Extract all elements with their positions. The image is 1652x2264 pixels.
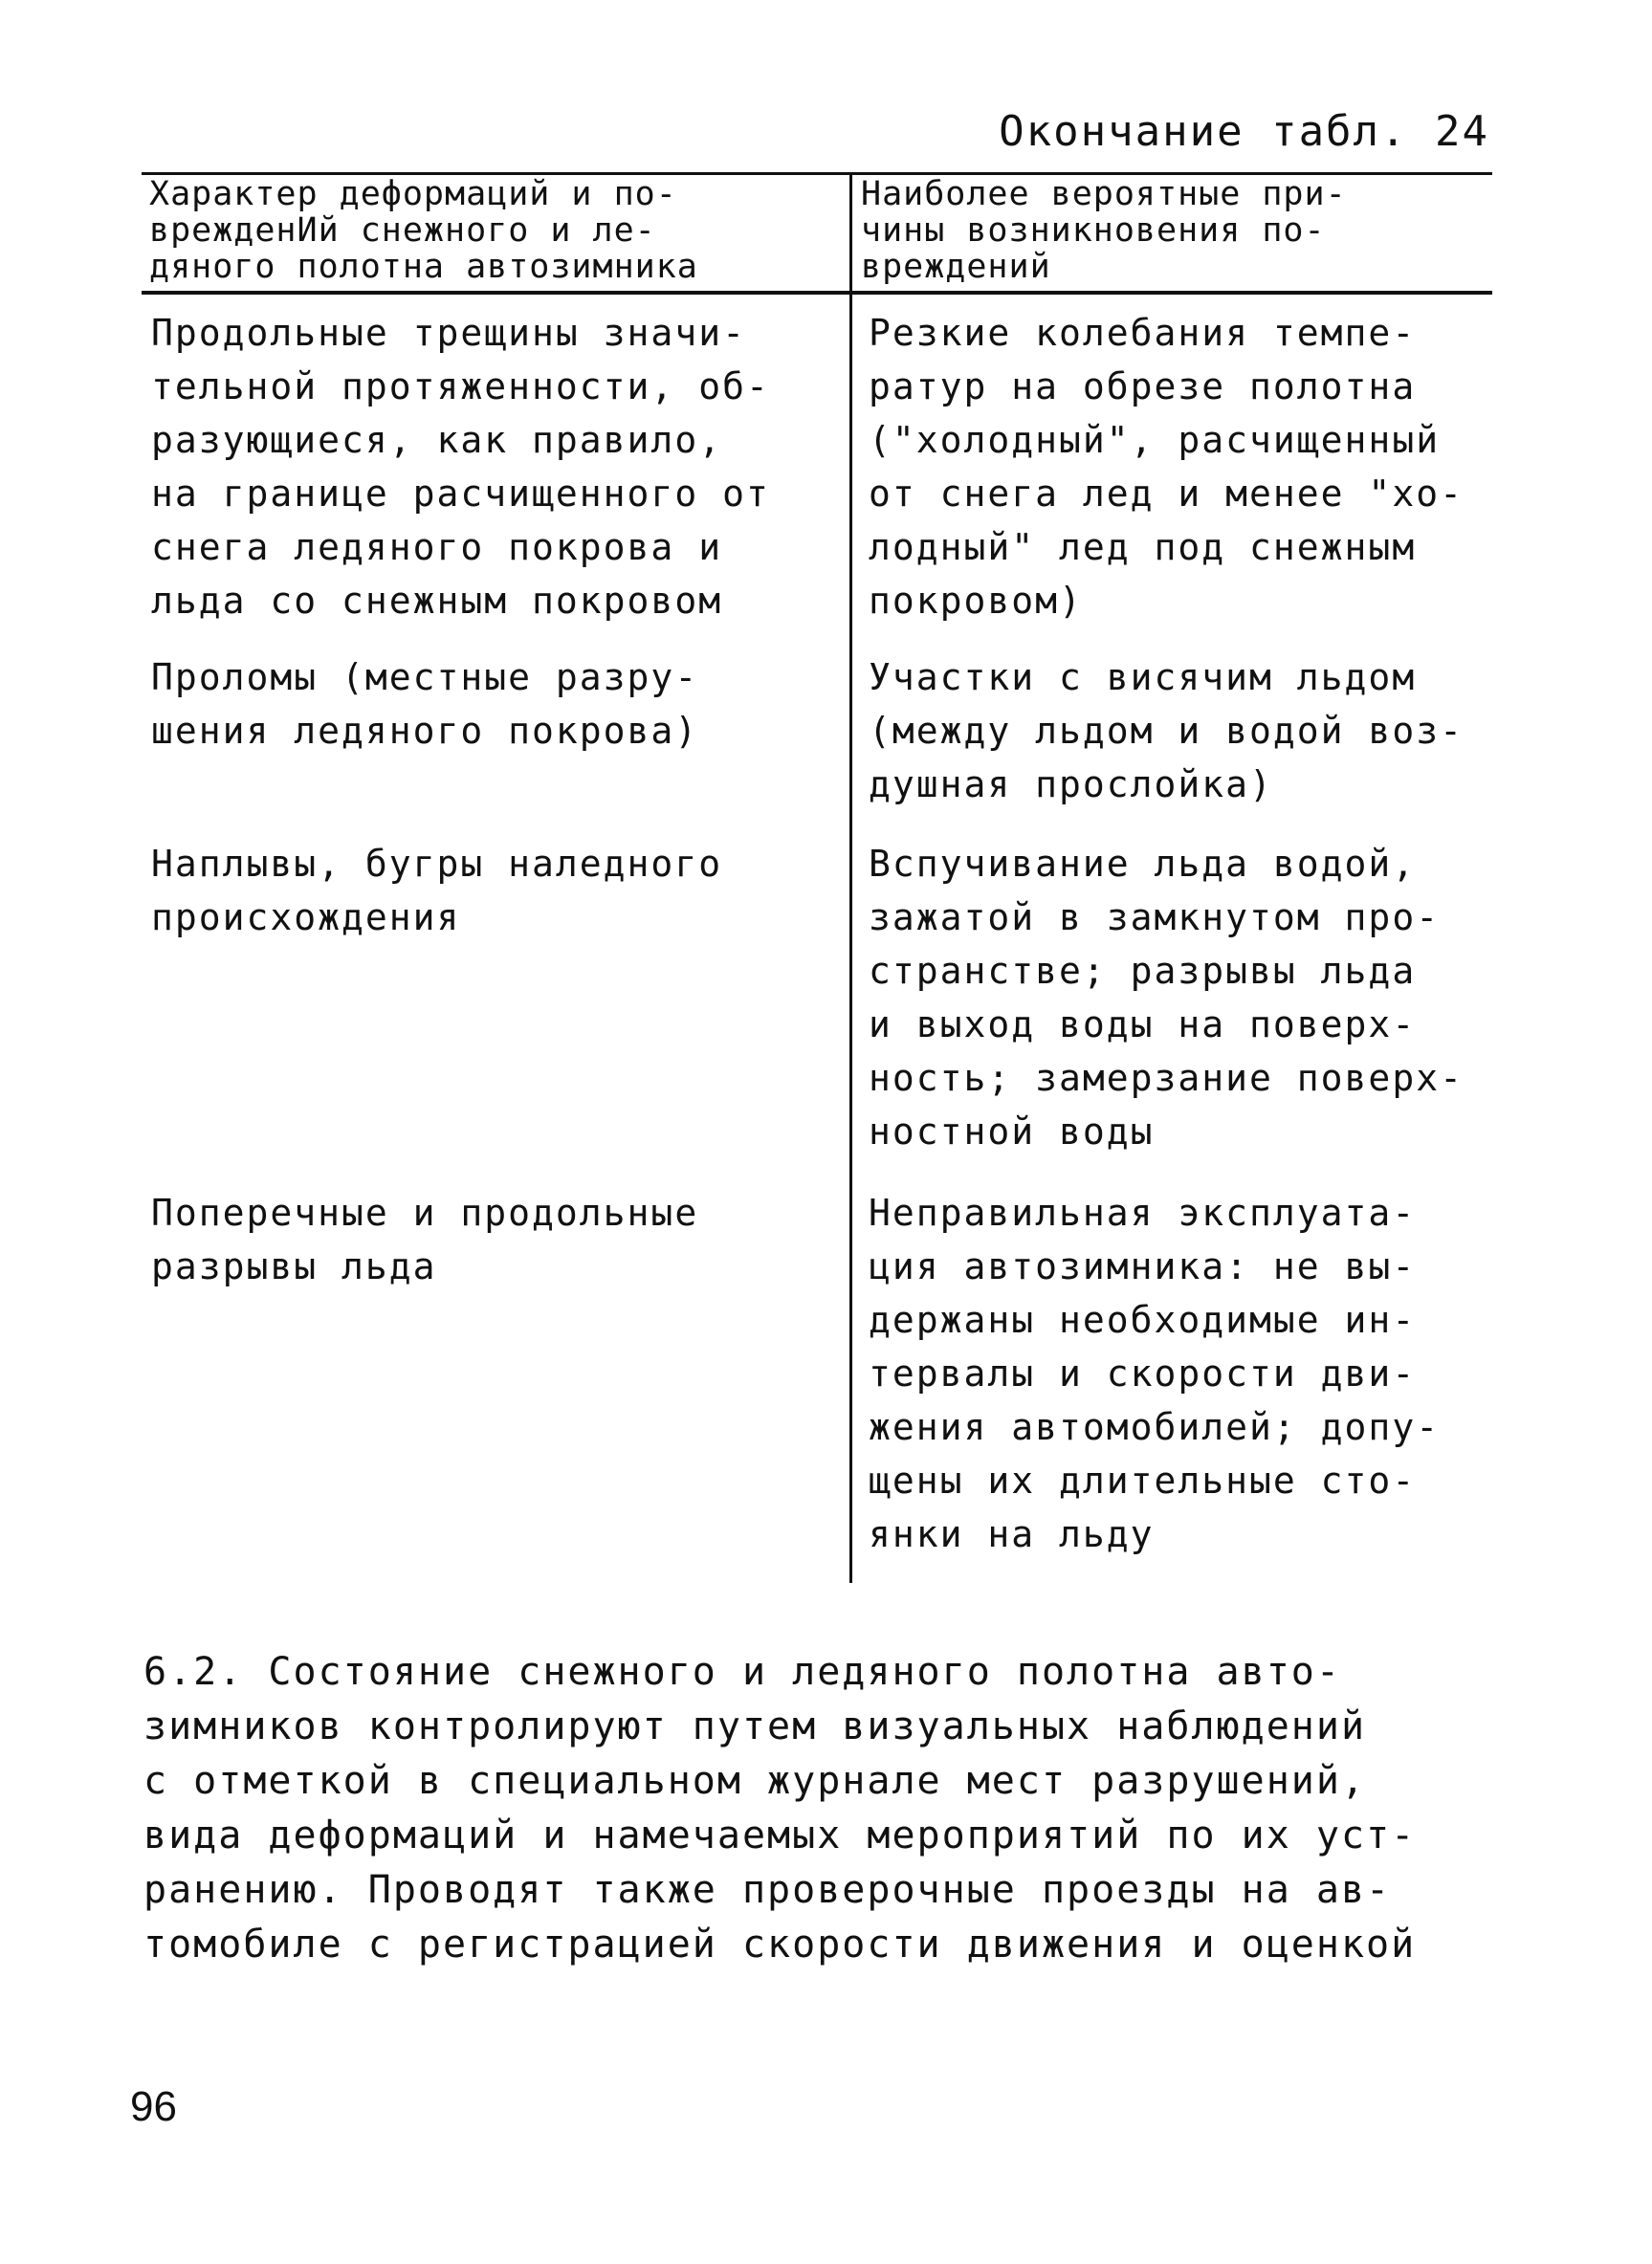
table-header-rule bbox=[142, 291, 1492, 295]
row-1-cause: Резкие колебания темпе- ратур на обрезе полотна ("холодный", расчищенный от снега лед и менее "хо- лодный" лед под снежным покровом) bbox=[869, 312, 1464, 622]
column-divider bbox=[849, 172, 852, 1583]
row-2-cause: Участки с висячим льдом (между льдом и водой воз- душная прослойка) bbox=[869, 656, 1464, 805]
row-4-cause: Неправильная эксплуата- ция автозимника: не вы- держаны необходимые ин- тервалы и скорости дви- жения автомобилей; допу- щены их длительные сто- янки на льду bbox=[869, 1192, 1441, 1555]
row-3-damage: Наплывы, бугры наледного происхождения bbox=[151, 843, 723, 938]
row-4-damage: Поперечные и продольные разрывы льда bbox=[151, 1192, 699, 1287]
header-damage-type: Характер деформаций и по- врежденИй снежного и ле- дяного полотна автозимника bbox=[149, 175, 698, 286]
row-1-damage: Продольные трещины значи- тельной протяженности, об- разующиеся, как правило, на границе расчищенного от снега ледяного покрова и льда со снежным покровом bbox=[151, 312, 770, 622]
damage-table bbox=[142, 172, 1492, 1583]
table-caption: Окончание табл. 24 bbox=[999, 107, 1489, 156]
row-2-damage: Проломы (местные разру- шения ледяного покрова) bbox=[151, 656, 699, 752]
page-number: 96 bbox=[130, 2083, 177, 2130]
header-probable-causes: Наиболее вероятные при- чины возникновения по- вреждений bbox=[861, 175, 1347, 286]
body-paragraph: 6.2. Состояние снежного и ледяного полотна авто- зимников контролируют путем визуальных наблюдений с отметкой в специальном журнале мест разрушений, вида деформаций и намечаемых мероприятий по их уст- ранению. Проводят также проверочные проезды на ав- томобиле с регистрацией скорости движения и оценкой bbox=[143, 1650, 1417, 1967]
row-3-cause: Вспучивание льда водой, зажатой в замкнутом про- странстве; разрывы льда и выход воды на поверх- ность; замерзание поверх- ностной воды bbox=[869, 843, 1464, 1153]
